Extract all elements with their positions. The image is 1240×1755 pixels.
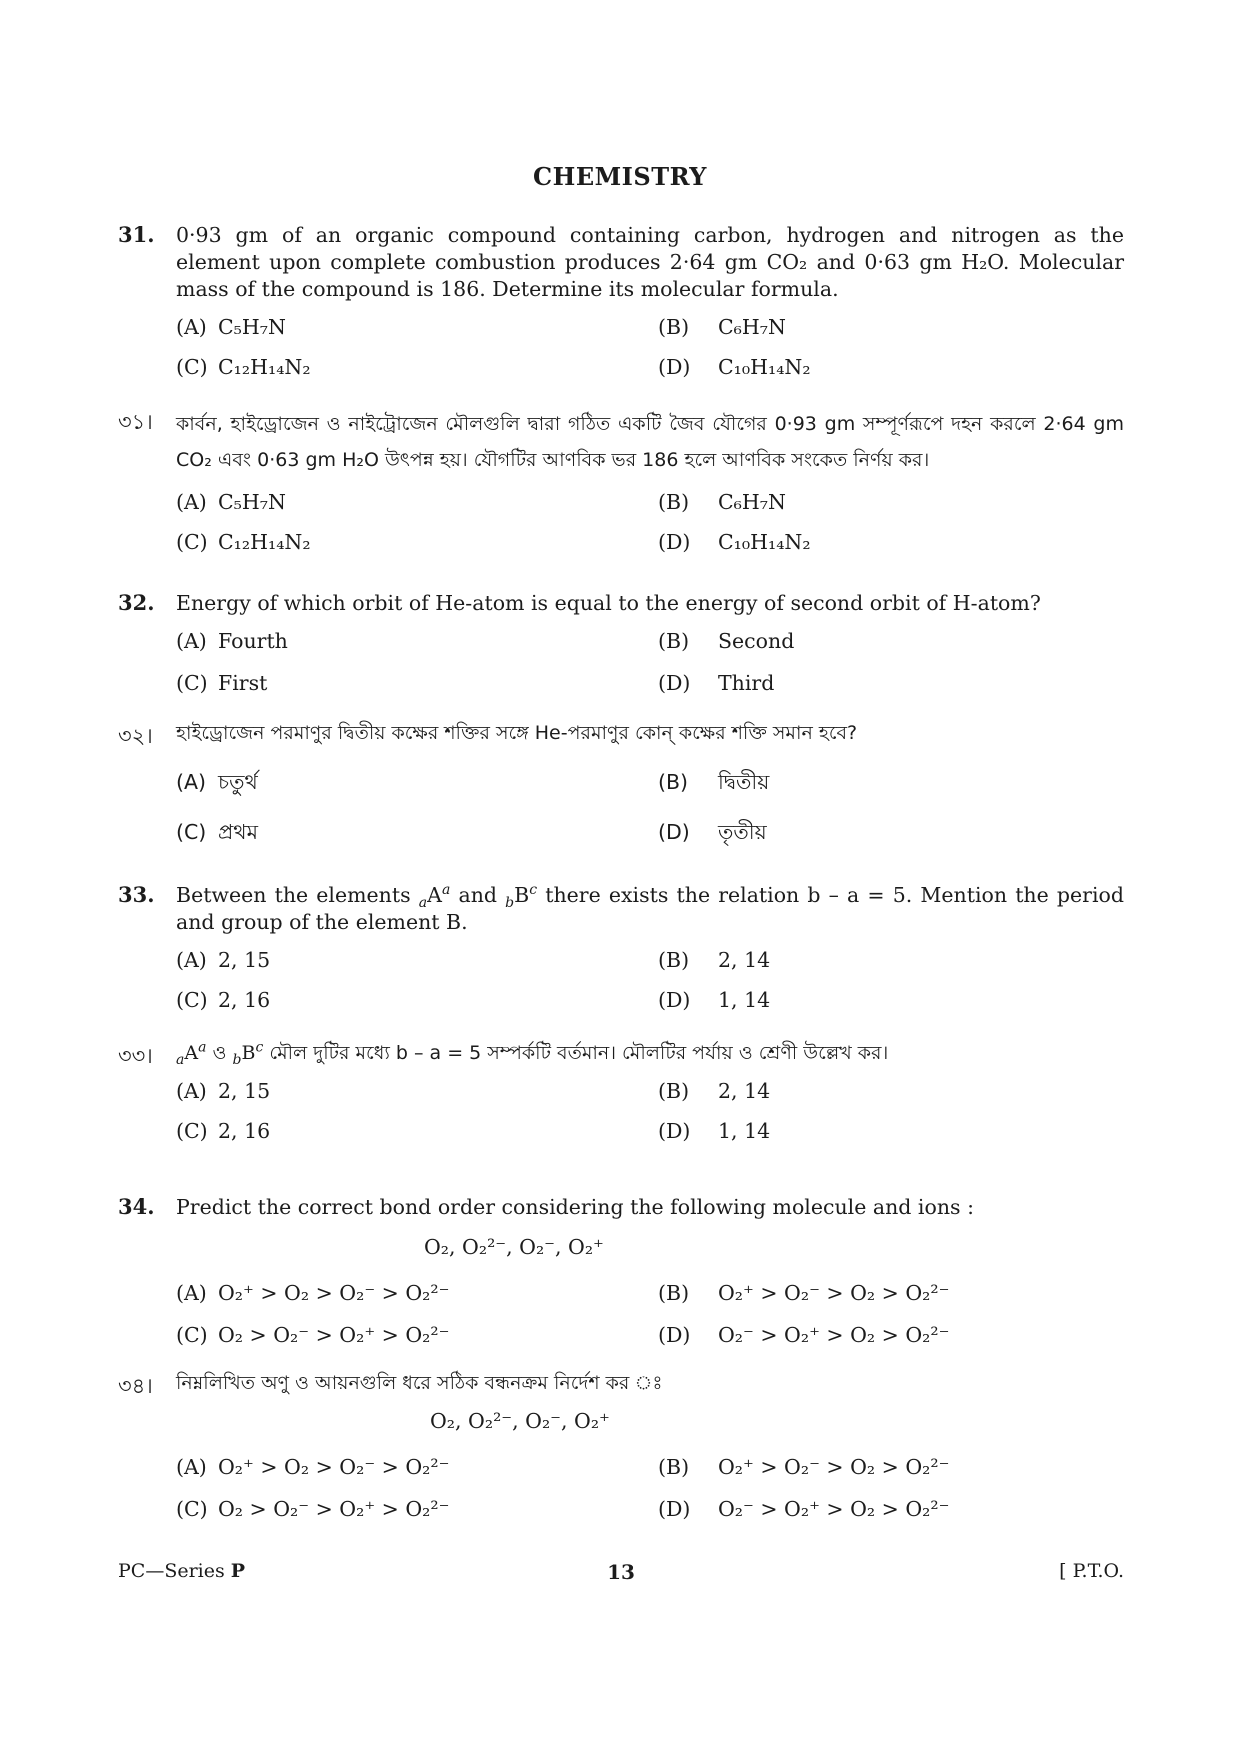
option-a: (A) 2, 15 — [176, 1079, 271, 1103]
option-c: (C) C₁₂H₁₄N₂ — [176, 355, 311, 379]
page-title: CHEMISTRY — [533, 162, 707, 191]
option-c: (C) 2, 16 — [176, 1119, 271, 1143]
pto-label: [ P.T.O. — [1059, 1560, 1124, 1582]
question-text: কার্বন, হাইড্রোজেন ও নাইট্রোজেন মৌলগুলি দ্বারা গঠিত একটি জৈব যৌগের 0·93 gm সম্পূর্ণরূপে দহন করলে 2·64 gm CO₂ এবং 0·63 gm H₂O উৎপন্ন হয়। যৌগটির আণবিক ভর 186 হলে আণবিক সংকেত নির্ণয় কর। — [176, 413, 1124, 471]
question-text: 0·93 gm of an organic compound containing carbon, hydrogen and nitrogen as the element upon complete combustion produces 2·64 gm CO₂ and 0·63 gm H₂O. Molecular mass of the compound is 186. Determine its molecular formula. — [176, 223, 1124, 301]
options — [176, 303, 1124, 383]
option-a: (A) চতুর্থ — [176, 770, 258, 794]
option-d: (D) O₂⁻ > O₂⁺ > O₂ > O₂²⁻ — [658, 1323, 950, 1347]
option-d: (D) O₂⁻ > O₂⁺ > O₂ > O₂²⁻ — [658, 1497, 950, 1521]
question-number: ৩৩। — [118, 1044, 153, 1068]
species-list: O₂, O₂²⁻, O₂⁻, O₂⁺ — [424, 1235, 604, 1259]
option-b: (B) 2, 14 — [658, 948, 771, 972]
option-a: (A) 2, 15 — [176, 948, 271, 972]
option-c: (C) O₂ > O₂⁻ > O₂⁺ > O₂²⁻ — [176, 1323, 450, 1347]
question-text: Energy of which orbit of He-atom is equal to the energy of second orbit of H-atom? — [176, 591, 1041, 615]
question-number: 32. — [118, 590, 155, 615]
option-c: (C) C₁₂H₁₄N₂ — [176, 530, 311, 554]
question-33 — [118, 882, 1124, 1016]
question-34 — [118, 1194, 1124, 1371]
option-b: (B) O₂⁺ > O₂⁻ > O₂ > O₂²⁻ — [658, 1281, 950, 1305]
option-a: (A) O₂⁺ > O₂ > O₂⁻ > O₂²⁻ — [176, 1281, 450, 1305]
option-b: (B) দ্বিতীয় — [658, 770, 770, 794]
option-c: (C) O₂ > O₂⁻ > O₂⁺ > O₂²⁻ — [176, 1497, 450, 1521]
question-number: ৩৪। — [118, 1374, 153, 1398]
question-text: $_aA^a$ ও $_bB^c$ মৌল দুটির মধ্যে b – a = 5 সম্পর্কটি বর্তমান। মৌলটির পর্যায় ও শ্রেণী উল্লেখ কর। — [176, 1039, 889, 1068]
option-d: (D) 1, 14 — [658, 1119, 771, 1143]
question-31 — [118, 222, 1124, 383]
question-text: Between the elements $_aA^a$ and $_bB^c$ there exists the relation b – a = 5. Mention the period and group of the element B. — [176, 882, 1124, 934]
options — [176, 617, 1124, 697]
option-d: (D) 1, 14 — [658, 988, 771, 1012]
option-a: (A) Fourth — [176, 629, 288, 653]
page-number: 13 — [607, 1560, 635, 1584]
option-a: (A) C₅H₇N — [176, 315, 286, 339]
options — [176, 747, 1124, 847]
option-a: (A) C₅H₇N — [176, 490, 286, 514]
option-b: (B) O₂⁺ > O₂⁻ > O₂ > O₂²⁻ — [658, 1455, 950, 1479]
option-a: (A) O₂⁺ > O₂ > O₂⁻ > O₂²⁻ — [176, 1455, 450, 1479]
question-number: 34. — [118, 1194, 155, 1219]
option-b: (B) C₆H₇N — [658, 490, 786, 514]
question-31-bengali — [118, 406, 1124, 558]
options — [176, 478, 1124, 558]
question-text: হাইড্রোজেন পরমাণুর দ্বিতীয় কক্ষের শক্তির সঙ্গে He-পরমাণুর কোন্ কক্ষের শক্তি সমান হবে? — [176, 722, 858, 744]
question-number: 31. — [118, 222, 155, 247]
species-list: O₂, O₂²⁻, O₂⁻, O₂⁺ — [430, 1409, 610, 1433]
question-number: ৩১। — [118, 410, 153, 434]
option-b: (B) C₆H₇N — [658, 315, 786, 339]
option-b: (B) Second — [658, 629, 795, 653]
question-text: নিম্নলিখিত অণু ও আয়নগুলি ধরে সঠিক বন্ধনক্রম নির্দেশ কর ঃ — [176, 1372, 663, 1394]
option-d: (D) Third — [658, 671, 775, 695]
question-text: Predict the correct bond order considering the following molecule and ions : — [176, 1195, 974, 1219]
question-32 — [118, 590, 1124, 697]
question-34-bengali — [118, 1370, 1124, 1547]
options — [176, 1067, 1124, 1147]
option-c: (C) First — [176, 671, 268, 695]
options — [176, 1397, 1124, 1547]
question-32-bengali — [118, 720, 1124, 847]
options — [176, 936, 1124, 1016]
question-33-bengali — [118, 1040, 1124, 1147]
question-number: ৩২। — [118, 724, 153, 748]
options — [176, 1221, 1124, 1371]
option-b: (B) 2, 14 — [658, 1079, 771, 1103]
option-d: (D) C₁₀H₁₄N₂ — [658, 530, 811, 554]
option-c: (C) প্রথম — [176, 820, 258, 844]
option-d: (D) তৃতীয় — [658, 820, 767, 844]
series-label: PC—Series P — [118, 1560, 246, 1582]
option-c: (C) 2, 16 — [176, 988, 271, 1012]
question-number: 33. — [118, 882, 155, 907]
option-d: (D) C₁₀H₁₄N₂ — [658, 355, 811, 379]
